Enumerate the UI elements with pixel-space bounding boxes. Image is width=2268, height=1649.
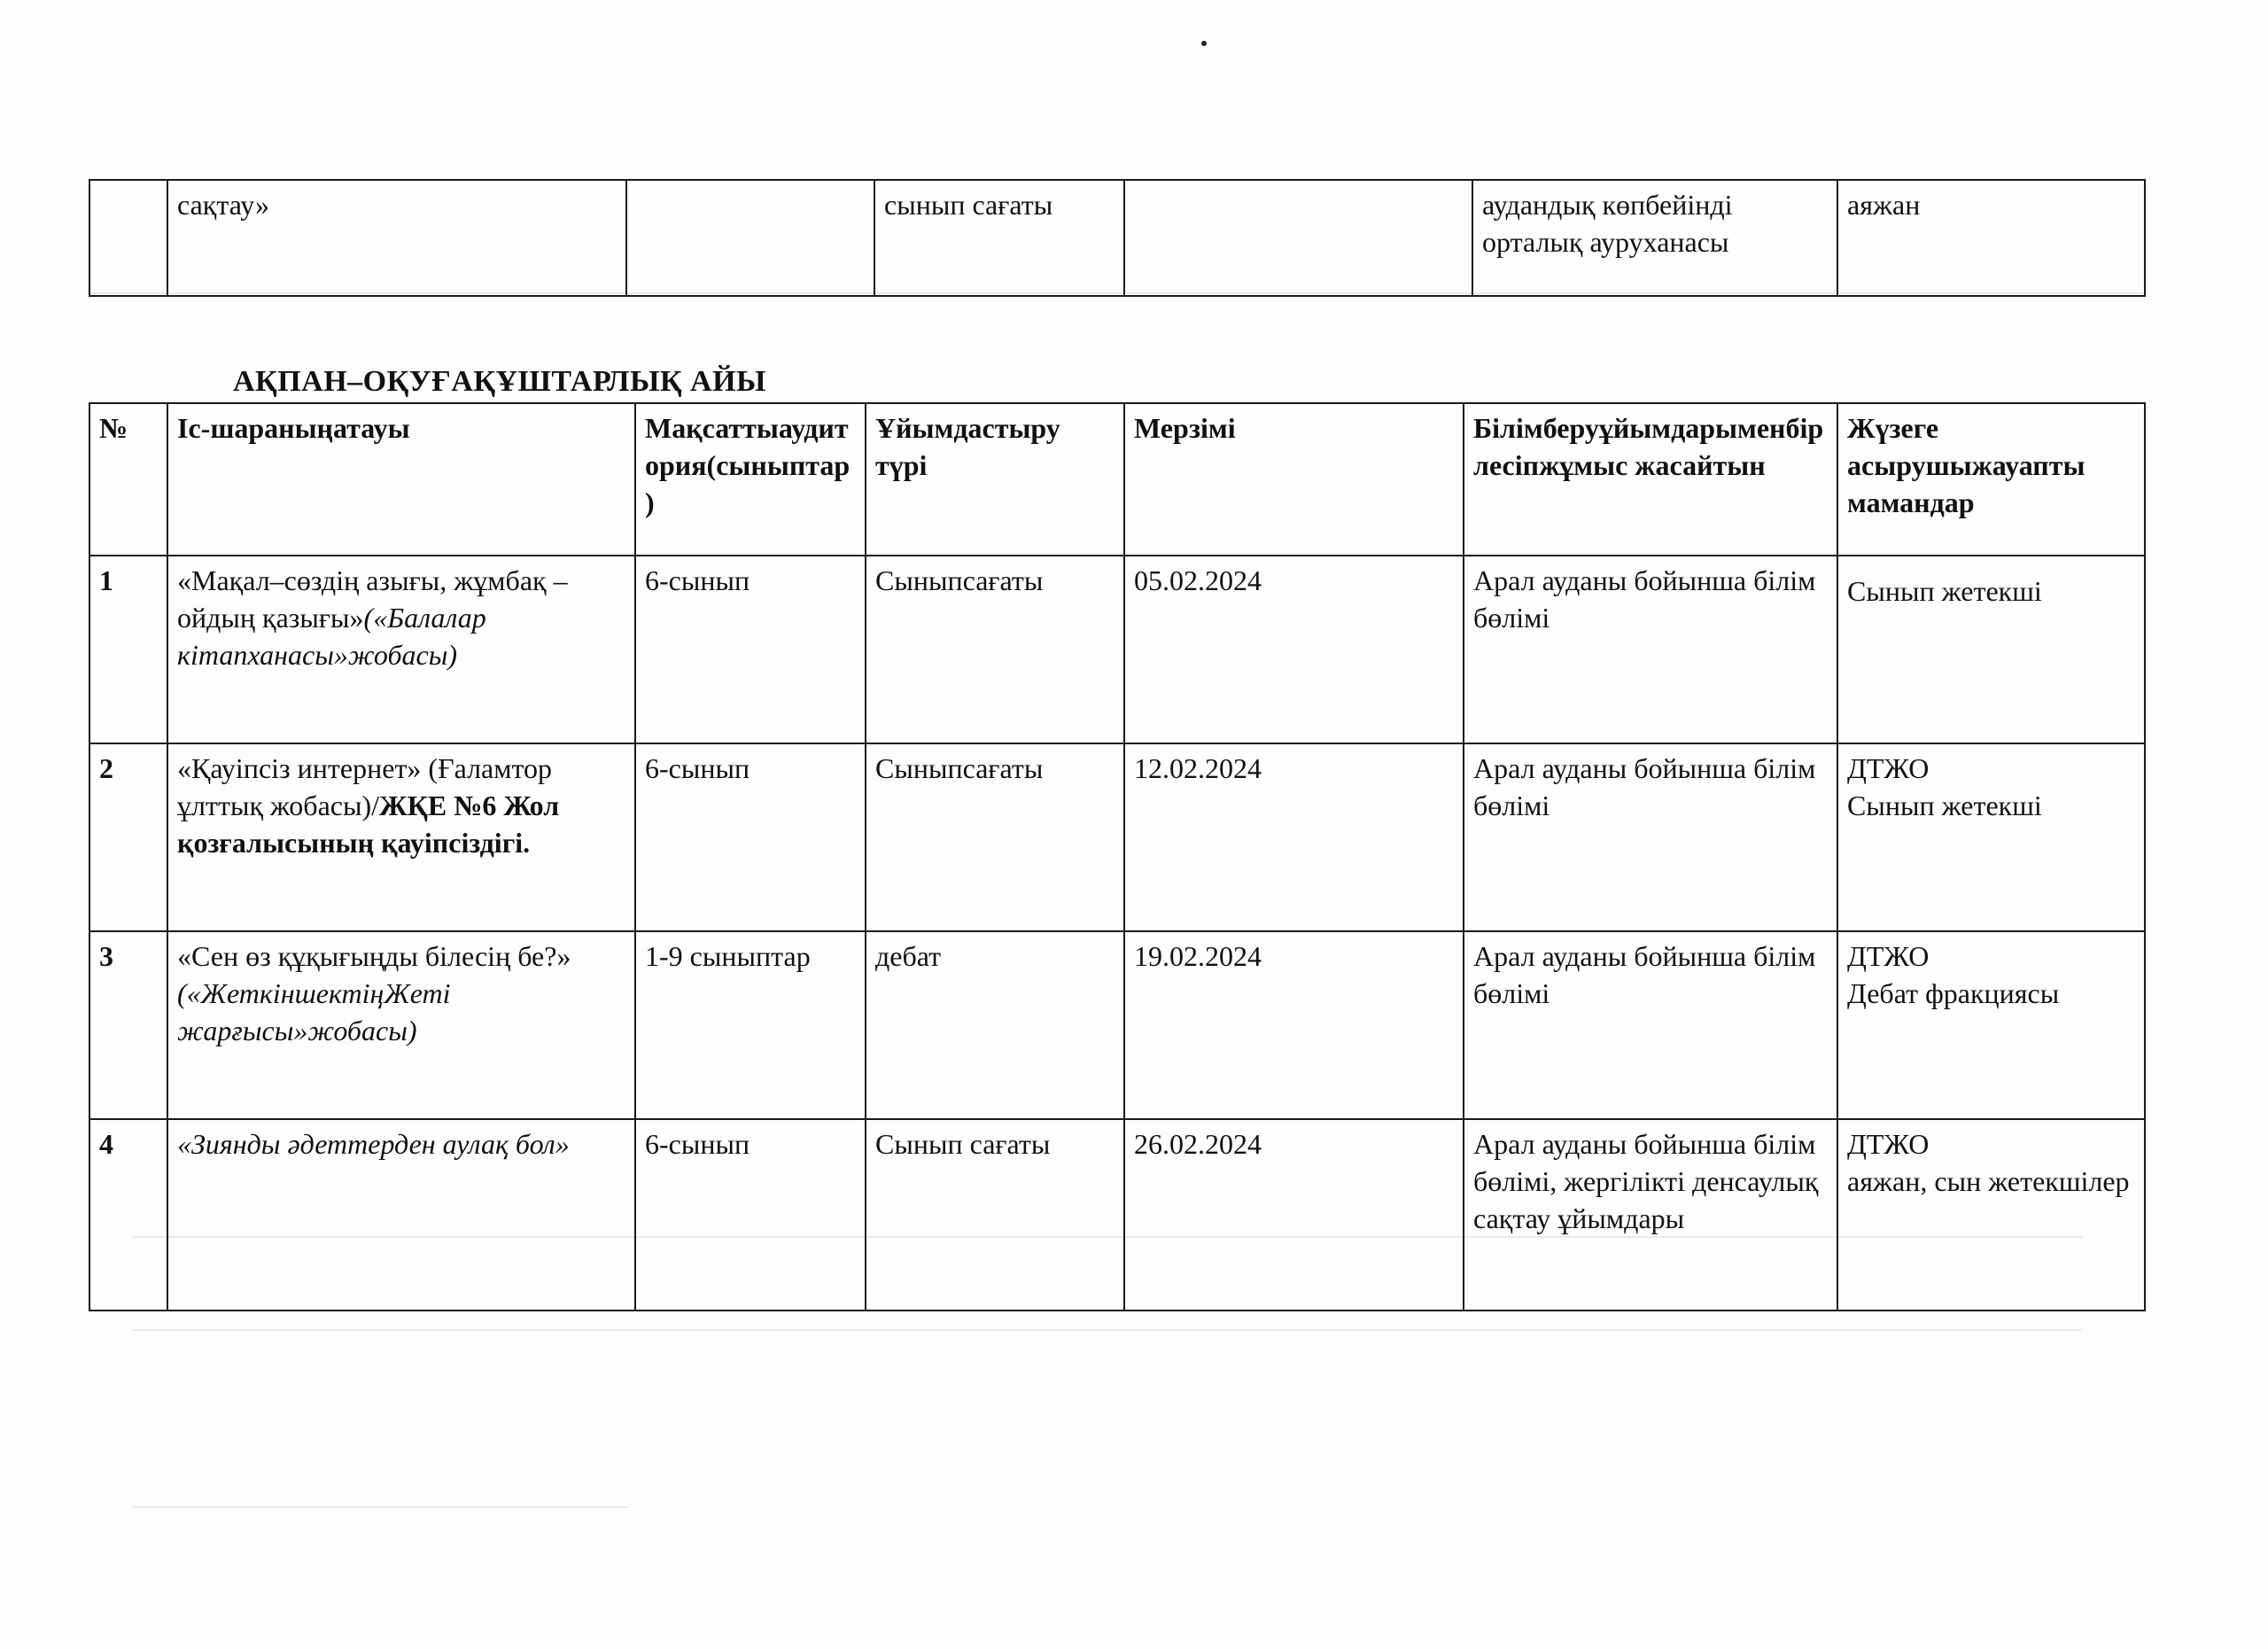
row-num: 1 [89, 556, 167, 743]
row-num: 3 [89, 931, 167, 1119]
section-title: АҚПАН–ОҚУҒАҚҰШТАРЛЫҚ АЙЫ [233, 365, 766, 398]
cell-date [1124, 180, 1472, 296]
event-title: «Қауіпсіз интернет» (Ғаламтор ұлттық жобасы)/ [177, 752, 553, 821]
event-title: «Сен өз құқығыңды білесің бе?» [177, 940, 571, 972]
table-row [89, 180, 2145, 296]
continuation-table [89, 179, 2146, 297]
responsible-line-2: Сынып жетекші [1847, 575, 2042, 607]
event-project: («Балалар кітапханасы»жобасы) [177, 602, 486, 671]
row-audience: 1-9 сыныптар [635, 931, 866, 1119]
scan-speck [1201, 41, 1207, 46]
cell-responsible: аяжан [1837, 180, 2145, 296]
row-partners: Арал ауданы бойынша білім бөлімі [1464, 931, 1837, 1119]
row-partners: Арал ауданы бойынша білім бөлімі [1464, 743, 1837, 931]
header-date: Мерзімі [1124, 403, 1464, 556]
cell-form: сынып сағаты [874, 180, 1124, 296]
cell-partners: аудандық көпбейінді орталық ауруханасы [1472, 180, 1837, 296]
header-partners: Білімберуұйымдарыменбірлесіпжұмыс жасайтын [1464, 403, 1837, 556]
cell-num [89, 180, 167, 296]
responsible-line-2: аяжан, сын жетекшілер [1847, 1165, 2130, 1197]
row-audience: 6-сынып [635, 743, 866, 931]
row-responsible [1837, 743, 2145, 931]
row-responsible [1837, 1119, 2145, 1311]
event-project: («ЖеткіншектіңЖеті жарғысы»жобасы) [177, 977, 451, 1046]
row-partners: Арал ауданы бойынша білім бөлімі [1464, 556, 1837, 743]
header-name: Іс-шараныңатауы [167, 403, 635, 556]
header-responsible: Жүзеге асырушыжауапты мамандар [1837, 403, 2145, 556]
row-event-name [167, 556, 635, 743]
show-through-line [133, 1506, 629, 1508]
row-form: Сыныпсағаты [866, 743, 1124, 931]
event-project: ЖҚЕ №6 Жол қозғалысының қауіпсіздігі. [177, 789, 560, 859]
row-form: Сынып сағаты [866, 1119, 1124, 1311]
responsible-line-1: ДТЖО [1847, 752, 1930, 784]
table-row [89, 743, 2145, 931]
row-date: 12.02.2024 [1124, 743, 1464, 931]
row-partners: Арал ауданы бойынша білім бөлімі, жергілікті денсаулық сақтау ұйымдары [1464, 1119, 1837, 1311]
table-row [89, 556, 2145, 743]
event-title: «Мақал–сөздің азығы, жұмбақ – ойдың қазығы» [177, 564, 568, 634]
row-form: Сыныпсағаты [866, 556, 1124, 743]
row-form: дебат [866, 931, 1124, 1119]
table-row [89, 1119, 2145, 1311]
row-responsible [1837, 556, 2145, 743]
responsible-line-1: ДТЖО [1847, 940, 1930, 972]
header-form: Ұйымдастыру түрі [866, 403, 1124, 556]
row-num: 4 [89, 1119, 167, 1311]
cell-audience [626, 180, 874, 296]
row-responsible [1837, 931, 2145, 1119]
row-audience: 6-сынып [635, 556, 866, 743]
responsible-line-2: Сынып жетекші [1847, 789, 2042, 821]
table-row [89, 931, 2145, 1119]
cell-name: сақтау» [167, 180, 626, 296]
row-audience: 6-сынып [635, 1119, 866, 1311]
row-event-name: «Зиянды әдеттерден аулақ бол» [167, 1119, 635, 1311]
header-num: № [89, 403, 167, 556]
responsible-line-2: Дебат фракциясы [1847, 977, 2060, 1009]
show-through-line [133, 1329, 2082, 1331]
row-event-name [167, 743, 635, 931]
row-num: 2 [89, 743, 167, 931]
row-date: 19.02.2024 [1124, 931, 1464, 1119]
events-table [89, 402, 2146, 1311]
responsible-line-1: ДТЖО [1847, 1128, 1930, 1160]
row-date: 26.02.2024 [1124, 1119, 1464, 1311]
header-audience: Мақсаттыаудитория(сыныптар) [635, 403, 866, 556]
row-date: 05.02.2024 [1124, 556, 1464, 743]
table-header-row [89, 403, 2145, 556]
row-event-name [167, 931, 635, 1119]
